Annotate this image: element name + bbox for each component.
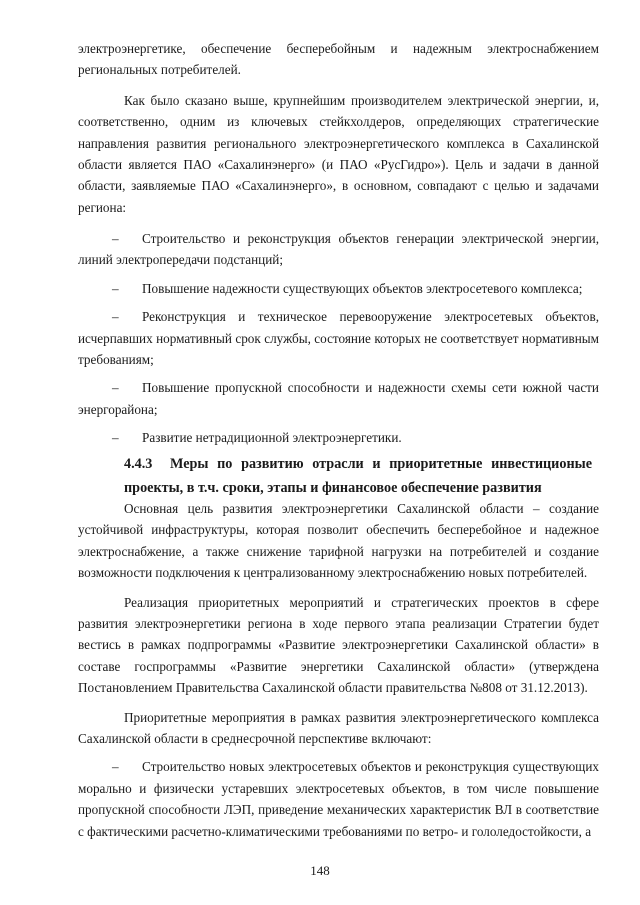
list-item bbox=[78, 228, 599, 271]
intro-block bbox=[78, 38, 599, 218]
paragraph-stakeholders: Как было сказано выше, крупнейшим производителем электрической энергии, и, соответственно, одним из ключевых стейкхолдеров, определяющих стратегические направления развития регионального электроэнергетического комплекса в Сахалинской области является ПАО «Сахалинэнерго» (и ПАО «РусГидро»). Цель и задачи в данной области, заявляемые ПАО «Сахалинэнерго», в основном, совпадают с целью и задачами региона: bbox=[78, 92, 599, 215]
list-item bbox=[78, 756, 599, 842]
dash-marker: – bbox=[112, 309, 119, 325]
paragraph-continued: электроэнергетике, обеспечение бесперебойным и надежным электроснабжением региональных потребителей. bbox=[78, 41, 599, 78]
dash-marker: – bbox=[112, 380, 119, 396]
list-item-text: Строительство новых электросетевых объектов и реконструкция существующих морально и физически устаревших электросетевых объектов, в том числе повышение пропускной способности ЛЭП, приведение механических характеристик ВЛ в соответствие с фактическими расчетно-климатическими требованиями по ветро- и гололедостойкости, а bbox=[78, 759, 599, 839]
list-item bbox=[78, 377, 599, 420]
task-list bbox=[78, 228, 599, 449]
dash-marker: – bbox=[112, 280, 119, 296]
list-item-text: Строительство и реконструкция объектов генерации электрической энергии, линий электропередачи подстанций; bbox=[78, 231, 599, 268]
list-item bbox=[78, 427, 599, 448]
dash-marker: – bbox=[112, 759, 119, 775]
section-number: 4.4.3 bbox=[124, 456, 153, 472]
list-item-text: Реконструкция и техническое перевооружение электросетевых объектов, исчерпавших нормативный срок службы, состояние которых не соответствует нормативным требованиям; bbox=[78, 309, 599, 368]
list-item-text: Повышение пропускной способности и надежности схемы сети южной части энергорайона; bbox=[78, 380, 599, 417]
list-item bbox=[78, 306, 599, 370]
dash-marker: – bbox=[112, 231, 119, 246]
list-item bbox=[78, 278, 599, 299]
section-title bbox=[124, 452, 592, 500]
section-heading bbox=[124, 452, 592, 500]
list-item-text: Повышение надежности существующих объектов электросетевого комплекса; bbox=[142, 280, 583, 296]
paragraph-main-goal: Основная цель развития электроэнергетики Сахалинской области – создание устойчивой инфраструктуры, которая позволит обеспечить бесперебойное и надежное электроснабжение, а также снижение тарифной нагрузки на потребителей и создание возможности подключения к централизованному электроснабжению новых потребителей. bbox=[78, 501, 599, 581]
section-title-text: Меры по развитию отрасли и приоритетные инвестиционые проекты, в т.ч. сроки, этапы и финансовое обеспечение развития bbox=[124, 456, 592, 496]
paragraph-priorities: Приоритетные мероприятия в рамках развития электроэнергетического комплекса Сахалинской области в среднесрочной перспективе включают: bbox=[78, 709, 599, 747]
list-item-text: Развитие нетрадиционной электроэнергетики. bbox=[142, 430, 402, 446]
dash-marker: – bbox=[112, 430, 119, 446]
paragraph-implementation: Реализация приоритетных мероприятий и стратегических проектов в сфере развития электроэнергетики региона в ходе первого этапа реализации Стратегии будет вестись в рамках подпрограммы «Развитие электроэнергетики Сахалинской области» в составе госпрограммы «Развитие энергетики Сахалинской области» (утверждена Постановлением Правительства Сахалинской области правительства №808 от 31.12.2013). bbox=[78, 594, 599, 696]
body-block bbox=[78, 498, 599, 842]
page-number: 148 bbox=[310, 863, 330, 878]
